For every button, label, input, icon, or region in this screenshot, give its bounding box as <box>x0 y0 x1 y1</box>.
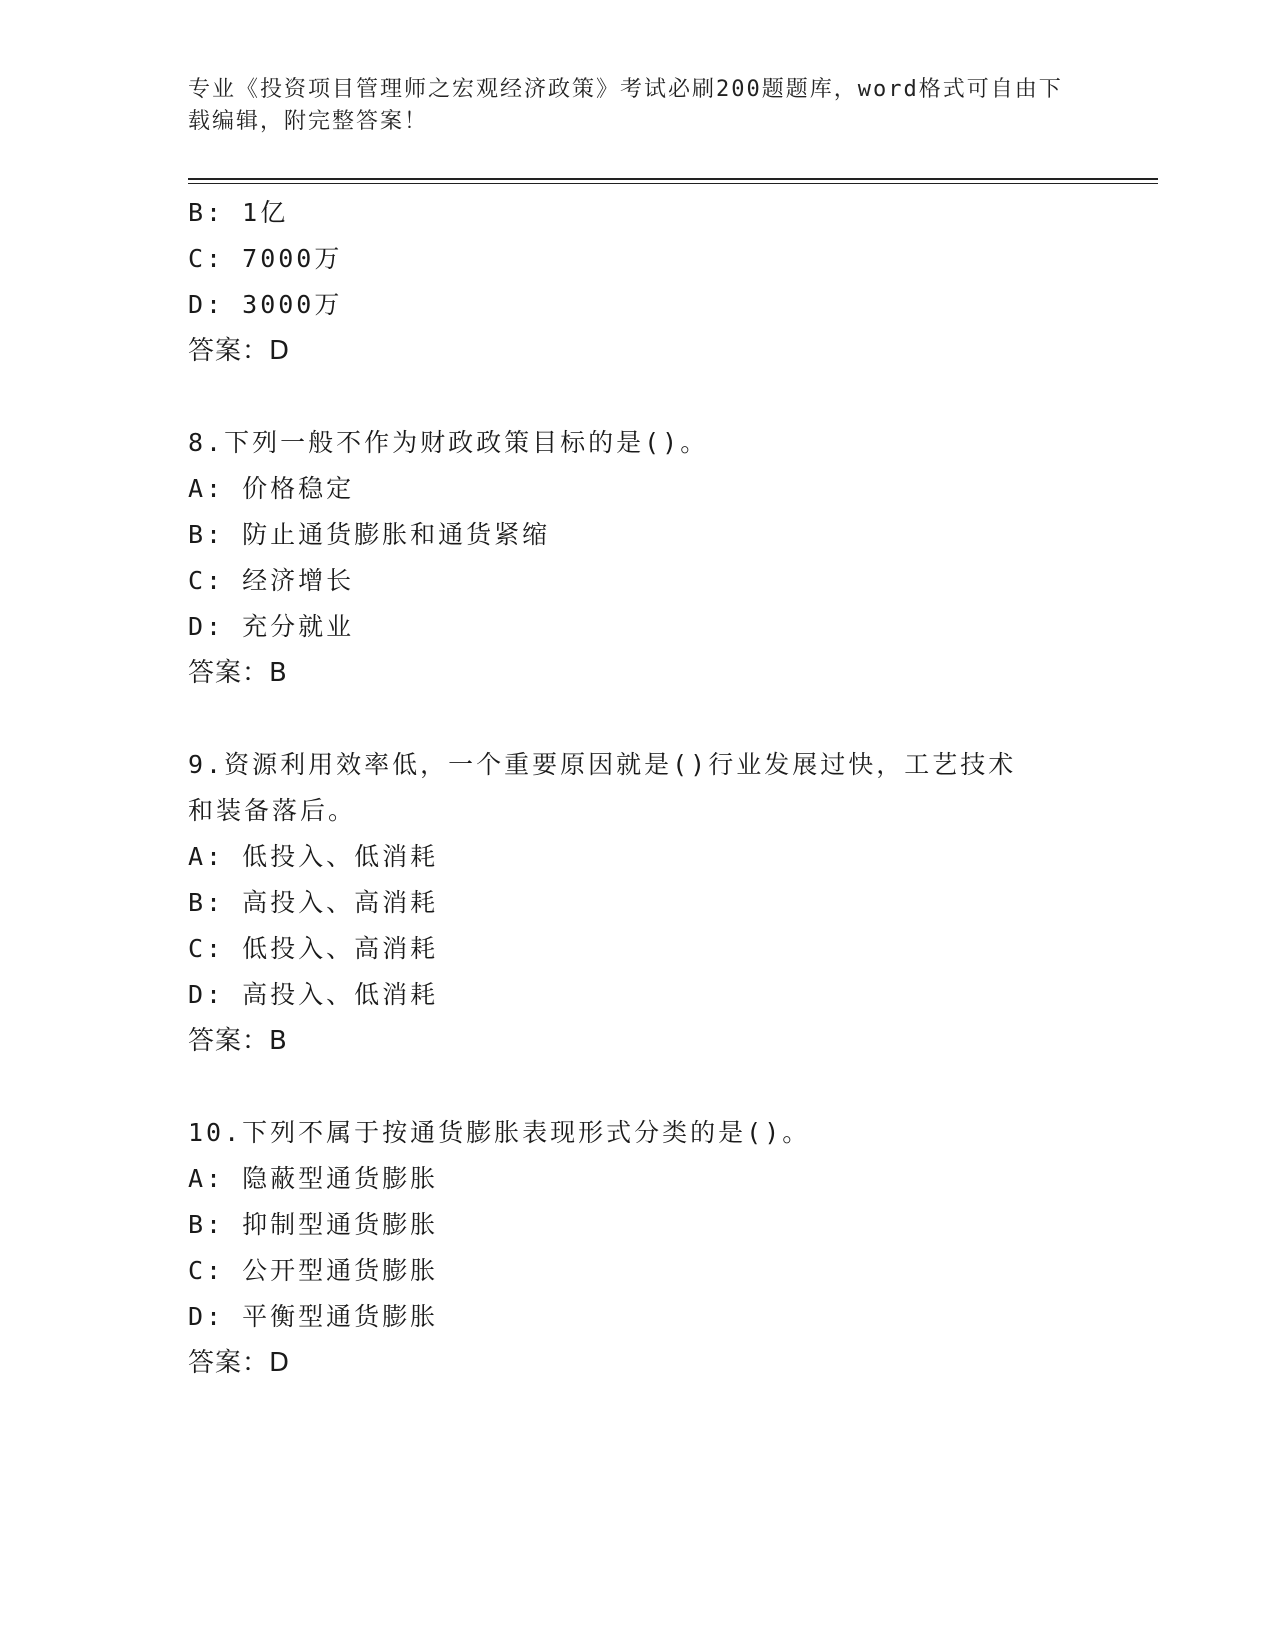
question-text: 10.下列不属于按通货膨胀表现形式分类的是()。 <box>188 1118 811 1147</box>
option-a: A: 价格稳定 <box>188 474 355 503</box>
option-b: B: 防止通货膨胀和通货紧缩 <box>188 520 551 549</box>
option-a: A: 低投入、低消耗 <box>188 842 439 871</box>
option-d: D: 充分就业 <box>188 612 355 641</box>
question-list <box>188 190 1088 1386</box>
option-d: D: 高投入、低消耗 <box>188 980 439 1009</box>
option-c: C: 经济增长 <box>188 566 355 595</box>
option-d: D: 3000万 <box>188 290 343 319</box>
option-c: C: 7000万 <box>188 244 343 273</box>
question-9 <box>188 742 1088 1064</box>
answer: 答案：D <box>188 1348 291 1378</box>
question-8 <box>188 420 1088 696</box>
question-text: 8.下列一般不作为财政政策目标的是()。 <box>188 428 709 457</box>
question-7-tail <box>188 190 1088 374</box>
spacer <box>188 696 1088 742</box>
document-header: 专业《投资项目管理师之宏观经济政策》考试必刷200题题库，word格式可自由下载编辑，附完整答案！ <box>188 77 1063 134</box>
question-text: 9.资源利用效率低，一个重要原因就是()行业发展过快，工艺技术和装备落后。 <box>188 750 1017 825</box>
spacer <box>188 1064 1088 1110</box>
option-b: B: 1亿 <box>188 198 289 227</box>
spacer <box>188 374 1088 420</box>
option-b: B: 抑制型通货膨胀 <box>188 1210 439 1239</box>
option-b: B: 高投入、高消耗 <box>188 888 439 917</box>
option-a: A: 隐蔽型通货膨胀 <box>188 1164 439 1193</box>
answer: 答案：D <box>188 336 291 366</box>
answer: 答案：B <box>188 1026 288 1056</box>
answer: 答案：B <box>188 658 288 688</box>
header-divider-bottom <box>188 183 1158 184</box>
header-divider-top <box>188 178 1158 180</box>
option-d: D: 平衡型通货膨胀 <box>188 1302 439 1331</box>
question-10 <box>188 1110 1088 1386</box>
option-c: C: 公开型通货膨胀 <box>188 1256 439 1285</box>
option-c: C: 低投入、高消耗 <box>188 934 439 963</box>
